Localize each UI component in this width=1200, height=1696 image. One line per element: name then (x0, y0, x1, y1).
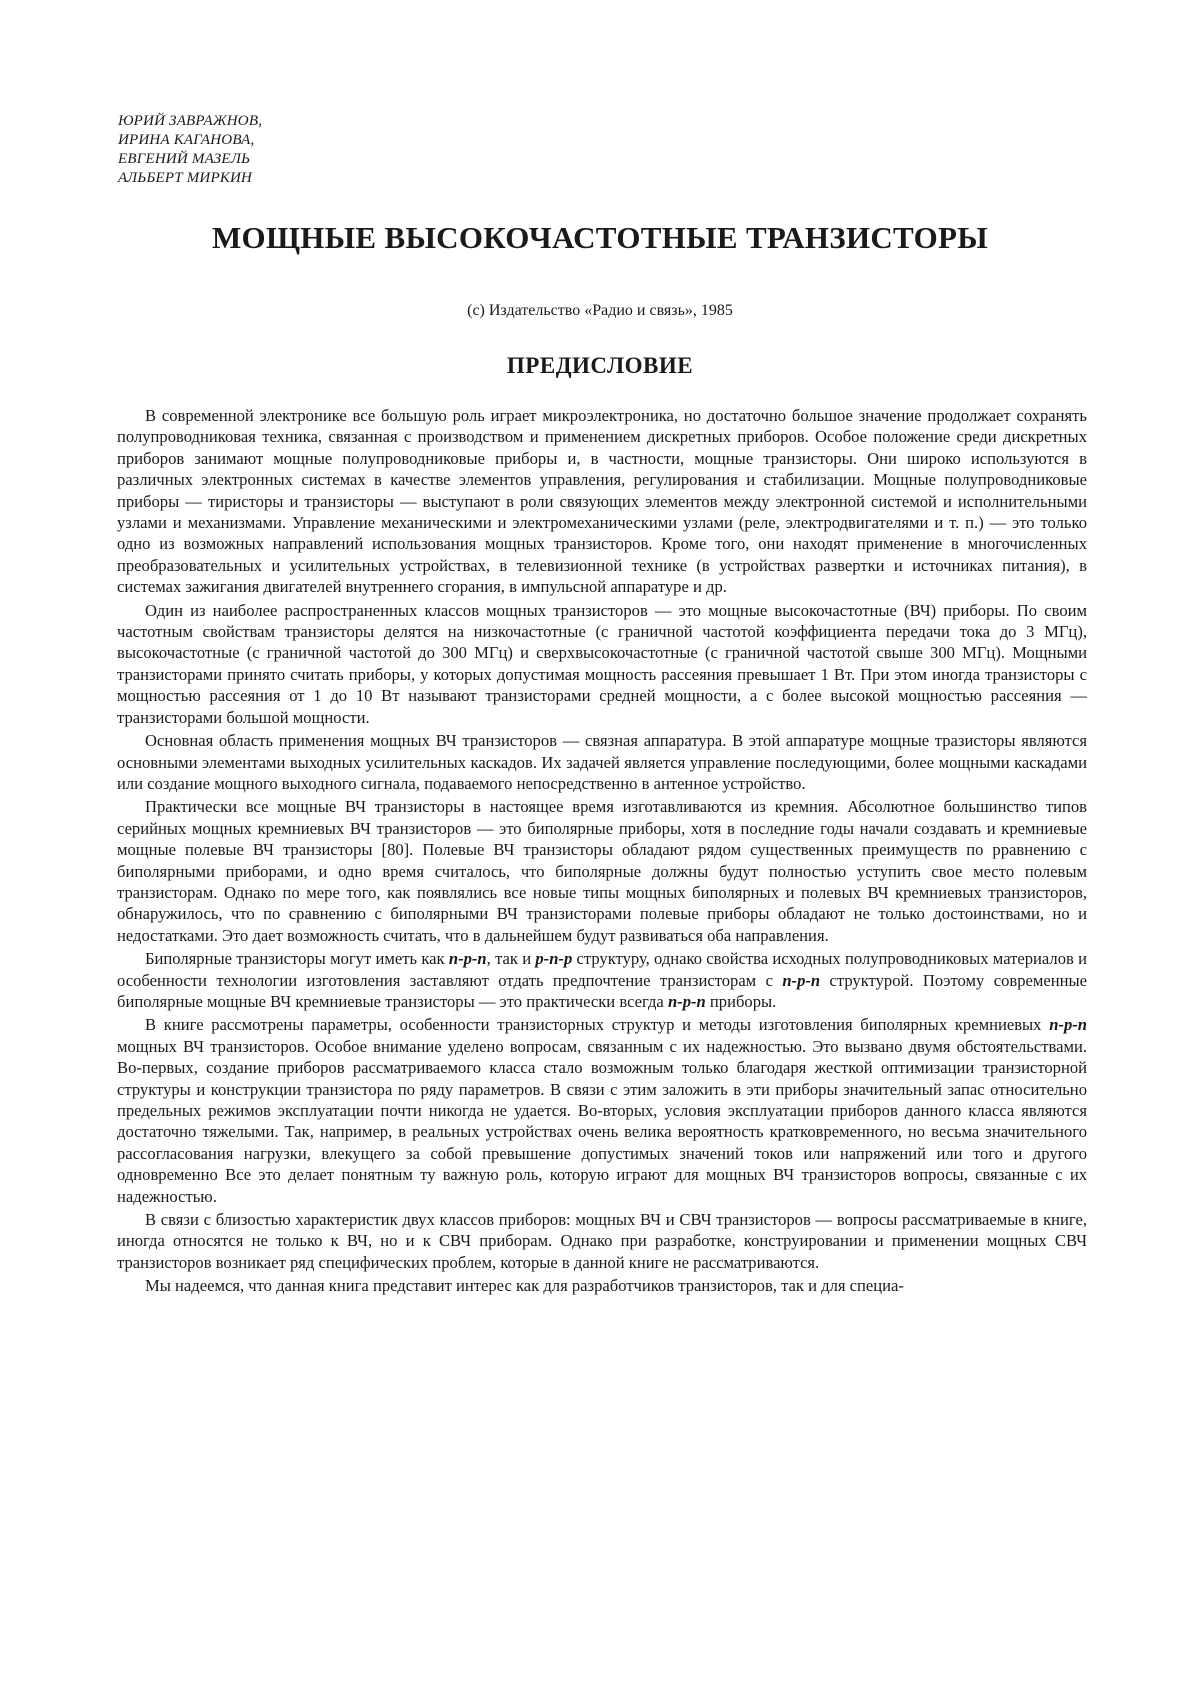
author-name: АЛЬБЕРТ МИРКИН (118, 170, 253, 186)
paragraph: В книге рассмотрены параметры, особенности транзисторных структур и методы изготовления биполярных кремниевых n-p-n мощных ВЧ транзисторов. Особое внимание уделено вопросам, связанным с их надежностью. Это вызвано двумя обстоятельствами. Во-первых, создание приборов рассматриваемого класса стало возможным только благодаря жесткой оптимизации транзисторной структуры и конструкции транзистора по ряду параметров. В связи с этим заложить в эти приборы значительный запас относительно предельных режимов эксплуатации почти никогда не удается. Во-вторых, условия эксплуатации приборов данного класса являются достаточно тяжелыми. Так, например, в реальных устройствах очень велика вероятность кратковременного, но весьма значительного рассогласования нагрузки, влекущего за собой превышение допустимых значений токов или напряжений или того и другого одновременно Все это делает понятным ту важную роль, которую играют для мощных ВЧ транзисторов вопросы, связанные с их надежностью. (117, 1015, 1087, 1206)
copyright-line: (с) Издательство «Радио и связь», 1985 (467, 302, 733, 319)
paragraph: Биполярные транзисторы могут иметь как n-p-n, так и p-n-p структуру, однако свойства исходных полупроводниковых материалов и особенности технологии изготовления заставляют отдать предпочтение транзисторам с n-p-n структурой. Поэтому современные биполярные мощные ВЧ кремниевые транзисторы — это практически всегда n-p-n приборы. (117, 949, 1087, 1011)
paragraph: Мы надеемся, что данная книга представит интерес как для разработчиков транзисторов, так и для специа- (145, 1276, 904, 1296)
section-heading: ПРЕДИСЛОВИЕ (506, 353, 694, 378)
author-name: ЮРИЙ ЗАВРАЖНОВ, (118, 113, 263, 129)
paragraph: Один из наиболее распространенных классов мощных транзисторов — это мощные высокочастотные (ВЧ) приборы. По своим частотным свойствам транзисторы делятся на низкочастотные (с граничной частотой коэффициента передачи тока до 3 МГц), высокочастотные (с граничной частотой до 300 МГц) и сверхвысокочастотные (с граничной частотой свыше 300 МГц). Мощными транзисторами принято считать приборы, у которых допустимая мощность рассеяния превышает 1 Вт. При этом иногда транзисторы с мощностью рассеяния от 1 до 10 Вт называют транзисторами средней мощности, а с более высокой мощностью рассеяния — транзисторами большой мощности. (117, 600, 1087, 727)
paragraph: В связи с близостью характеристик двух классов приборов: мощных ВЧ и СВЧ транзисторов — вопросы рассматриваемые в книге, иногда относятся не только к ВЧ, но и к СВЧ приборам. Однако при разработке, конструировании и применении мощных СВЧ транзисторов возникает ряд специфических проблем, которые в данной книге не рассматриваются. (117, 1210, 1087, 1272)
author-name: ЕВГЕНИЙ МАЗЕЛЬ (118, 151, 251, 167)
author-name: ИРИНА КАГАНОВА, (118, 132, 255, 148)
preface-body (117, 405, 1087, 1299)
author-list (118, 112, 262, 188)
book-title: МОЩНЫЕ ВЫСОКОЧАСТОТНЫЕ ТРАНЗИСТОРЫ (211, 220, 989, 255)
paragraph: В современной электронике все большую роль играет микроэлектроника, но достаточно большое значение продолжает сохранять полупроводниковая техника, связанная с производством и применением дискретных приборов. Особое положение среди дискретных приборов занимают мощные полупроводниковые приборы и, в частности, мощные транзисторы. Они широко используются в различных электронных системах в качестве элементов управления, регулирования и стабилизации. Мощные полупроводниковые приборы — тиристоры и транзисторы — выступают в роли связующих элементов между электронной системой и исполнительными узлами и механизмами. Управление механическими и электромеханическими узлами (реле, электродвигателями и т. п.) — это только одно из возможных направлений использования мощных транзисторов. Кроме того, они находят применение в многочисленных преобразовательных и усилительных устройствах, в телевизионной технике (в устройствах развертки и источниках питания), в системах зажигания двигателей внутреннего сгорания, в импульсной аппаратуре и др. (117, 406, 1087, 597)
paragraph: Практически все мощные ВЧ транзисторы в настоящее время изготавливаются из кремния. Абсолютное большинство типов серийных мощных кремниевых ВЧ транзисторов — это биполярные приборы, хотя в последние годы начали создавать и кремниевые мощные полевые ВЧ транзисторы [80]. Полевые ВЧ транзисторы обладают рядом существенных преимуществ по рравнению с биполярными приборами, и одно время считалось, что биполярные должны будут полностью уступить свое место полевым транзисторам. Однако по мере того, как появлялись все новые типы мощных биполярных и полевых ВЧ кремниевых транзисторов, обнаружилось, что по сравнению с биполярными ВЧ транзисторами полевые приборы обладают не только достоинствами, но и недостатками. Это дает возможность считать, что в дальнейшем будут развиваться оба направления. (117, 797, 1087, 945)
paragraph: Основная область применения мощных ВЧ транзисторов — связная аппаратура. В этой аппаратуре мощные трaзисторы являются основными элементами выходных усилительных каскадов. Их задачей является управление последующими, более мощными каскадами или создание мощного выходного сигнала, подаваемого непосредственно в антенное устройство. (117, 731, 1087, 793)
